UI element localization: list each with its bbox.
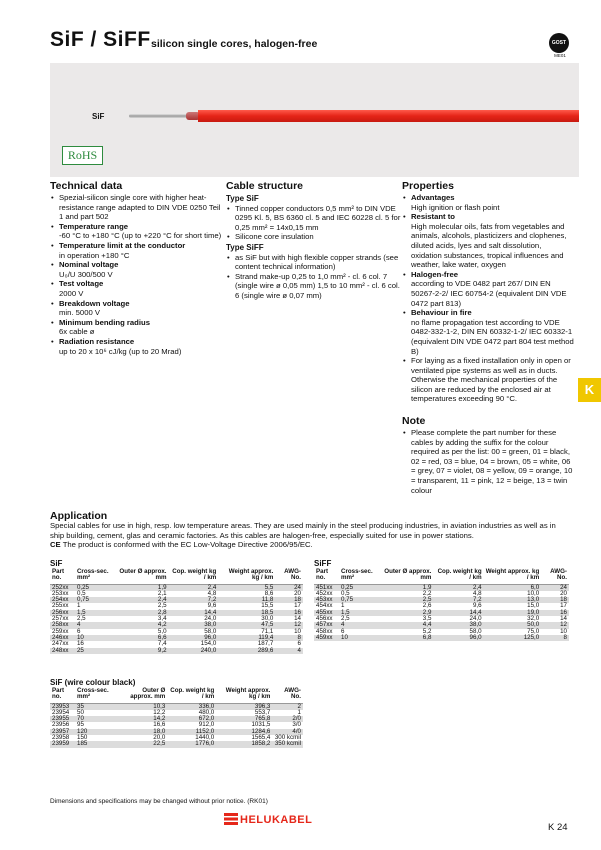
table-cell: 6,6 — [117, 635, 169, 641]
table-row — [50, 741, 303, 747]
table-cell: 0,5 — [341, 589, 350, 597]
table-cell: 453xx — [314, 597, 339, 603]
table-cell: 187,7 — [257, 640, 274, 648]
table-cell: 0,5 — [76, 589, 86, 597]
table-cell: 24,0 — [204, 615, 217, 623]
table-cell: 252xx — [50, 584, 75, 591]
table-cell: 30,0 — [261, 615, 274, 623]
table-cell: 5,5 — [218, 584, 275, 591]
list-item — [50, 193, 225, 222]
table-cell: 2,5 — [76, 615, 86, 623]
table-cell: 7,2 — [433, 597, 483, 603]
column-header: Outer Ø approx. mm — [117, 568, 169, 584]
table-cell: 20,0 — [153, 734, 166, 742]
ce-text: The product is conformed with the EC Low-Voltage Directive 2006/95/EC. — [62, 540, 313, 550]
table-cell: 150 — [77, 734, 88, 742]
column-header: AWG-No. — [275, 568, 303, 584]
table-cell: 12 — [275, 622, 303, 628]
table-cell: 248xx — [50, 648, 75, 654]
table-cell: 23954 — [52, 708, 70, 716]
table-cell: 7,2 — [169, 597, 219, 603]
column-header: AWG-No. — [272, 687, 303, 703]
table-cell: 13,0 — [484, 597, 542, 603]
table-cell: 0,75 — [339, 597, 381, 603]
list-item-label: Resistant to — [411, 212, 455, 222]
table-cell: 22,5 — [116, 741, 167, 747]
table-cell: 1,9 — [381, 584, 433, 591]
list-item-label: Breakdown voltage — [59, 298, 130, 308]
list-item-label: Nominal voltage — [59, 260, 119, 270]
list-item — [50, 337, 225, 356]
certification-label: ME01 — [554, 53, 566, 58]
table-cell: 2,6 — [422, 602, 432, 610]
brand-name: HELUKABEL — [240, 814, 313, 826]
table-header-row — [314, 568, 569, 584]
table-cell: 2,8 — [117, 610, 169, 616]
table-cell: 256xx — [50, 610, 75, 616]
table-cell: 0,25 — [339, 584, 381, 591]
column-header: Cross-sec. mm² — [339, 568, 381, 584]
table-cell: 6 — [297, 640, 301, 648]
table-cell: 2,5 — [157, 602, 167, 610]
table-cell: 14,4 — [169, 610, 219, 616]
table-cell: 24 — [541, 584, 569, 591]
table-header-row — [50, 687, 303, 703]
page-title: SiF / SiFF — [50, 28, 151, 51]
table-cell: 350 kcmil — [272, 741, 303, 747]
sif-table — [50, 568, 303, 654]
table-cell: 2,4 — [169, 584, 219, 591]
table-cell: 765,8 — [216, 716, 272, 722]
table-cell: 15,5 — [261, 602, 274, 610]
application-heading: Application — [50, 510, 108, 522]
list-item-text: 2000 V — [59, 288, 84, 298]
list-item: • as SiF but with high flexible copper strands (see content technical information) — [226, 253, 401, 272]
column-header: Outer Ø approx. mm — [381, 568, 433, 584]
table-cell: 6,0 — [484, 584, 542, 591]
table-cell: 25 — [75, 648, 117, 654]
table-cell: 452xx — [316, 589, 333, 597]
list-item: • Strand make-up 0,25 to 1,0 mm² - cl. 6 col. 7 (single wire ø 0,05 mm) 1,5 to 10 mm² - cl. 6 col. 6 (single wire ø 0,07 mm) — [226, 272, 401, 301]
list-item — [50, 260, 225, 279]
list-item — [50, 279, 225, 298]
table-cell: 2,5 — [341, 615, 350, 623]
table-cell: 10 — [75, 635, 117, 641]
cable-structure-heading: Cable structure — [226, 180, 304, 192]
column-header: Cop. weight kg / km — [433, 568, 483, 584]
list-item-text: 6x cable ø — [59, 327, 95, 337]
table-cell: 8 — [275, 635, 303, 641]
list-item — [402, 308, 574, 356]
section-k-tab[interactable]: K — [578, 378, 601, 402]
table-cell: 912,0 — [198, 721, 215, 729]
table-cell: 8 — [541, 635, 569, 641]
table-cell: 17 — [294, 602, 301, 610]
table-cell: 457xx — [314, 622, 339, 628]
rohs-badge: RoHS — [62, 146, 103, 165]
table-cell: 672,0 — [167, 716, 216, 722]
list-item-label: Radiation resistance — [59, 336, 135, 346]
table-cell: 3/0 — [292, 721, 301, 729]
table-cell: 24 — [275, 584, 303, 591]
note-text: • Please complete the part number for these cables by adding the suffix for the colour required as per the list: 00 = green, 01 = black, 02 = red, 03 = blue, 04 = brown, 05 = white, 06 = grey, 07 = violet, 08 = yellow, 09 = orange, 10 = transparent, 11 = pink, 12 = beige, 13 = twin colour — [402, 428, 574, 495]
table-cell: 459xx — [314, 635, 339, 641]
list-item — [50, 299, 225, 318]
table-cell: 19,0 — [484, 610, 542, 616]
table-cell: 47,5 — [218, 622, 275, 628]
table-cell: 23956 — [52, 721, 70, 729]
table-cell: 1 — [341, 602, 345, 610]
type-sif-heading: Type SiF — [226, 194, 259, 203]
sif-table-title: SiF — [50, 559, 63, 568]
table-cell: 246xx — [50, 635, 75, 641]
table-cell: 10,0 — [527, 589, 540, 597]
ce-mark: CE — [50, 540, 61, 550]
table-cell: 96,0 — [169, 635, 219, 641]
wire-colour-table — [50, 687, 303, 748]
table-cell: 9,6 — [207, 602, 217, 610]
list-item-text: no flame propagation test according to VDE 0482-332-1-2, DIN EN 60332-1-2/ IEC 60332-1 (equivalent DIN VDE 0472 part 804 test method B) — [411, 317, 574, 356]
table-cell: 2,2 — [422, 589, 432, 597]
table-cell: 9,6 — [472, 602, 482, 610]
list-item — [402, 193, 574, 212]
table-cell: 259xx — [52, 627, 69, 635]
table-cell: 1,9 — [117, 584, 169, 591]
table-cell: 1,5 — [339, 610, 381, 616]
column-header: Weight approx. kg / km — [484, 568, 542, 584]
list-item-text: For laying as a fixed installation only in open or ventilated pipe systems as well as in ducts. Otherwise the mechanical properties of the silicon are reduced by the enclosed air at temperatures exceeding 90 °C. — [411, 356, 571, 404]
table-cell: 5,2 — [422, 627, 432, 635]
table-cell: 396,3 — [216, 703, 272, 710]
table-cell: 6 — [341, 627, 345, 635]
table-cell: 18 — [541, 597, 569, 603]
list-item-label: Test voltage — [59, 279, 104, 289]
table-cell: 14 — [294, 615, 301, 623]
column-header: Weight approx. kg / km — [216, 687, 272, 703]
table-cell: 2,4 — [117, 597, 169, 603]
table-cell: 2,4 — [433, 584, 483, 591]
table-cell: 4,4 — [381, 622, 433, 628]
table-cell: 6 — [76, 627, 81, 635]
table-cell: 23958 — [52, 734, 70, 742]
table-cell: 255xx — [52, 602, 69, 610]
application-text — [50, 521, 570, 550]
table-cell: 16,6 — [153, 721, 166, 729]
table-cell: 9,2 — [117, 648, 169, 654]
properties-list — [402, 193, 574, 404]
list-item-text: in operation +180 °C — [59, 250, 130, 260]
list-item: • Silicone core insulation — [226, 232, 401, 242]
table-cell: 458xx — [316, 627, 333, 635]
table-cell: 38,0 — [433, 622, 483, 628]
table-cell: 23959 — [50, 741, 75, 747]
list-item-label: Temperature range — [59, 221, 129, 231]
list-item-text: Spezial-silicon single core with higher heat-resistance range adapted to DIN VDE 0250 Teil 1 and part 502 — [59, 193, 221, 222]
table-cell: 253xx — [52, 589, 69, 597]
table-cell: 16 — [275, 610, 303, 616]
list-item — [50, 222, 225, 241]
properties-heading: Properties — [402, 180, 454, 192]
list-item-label: Temperature limit at the conductor — [59, 240, 186, 250]
table-cell: 24,0 — [469, 615, 482, 623]
table-cell: 257xx — [52, 615, 69, 623]
table-cell: 120 — [75, 729, 116, 735]
table-cell: 70 — [75, 716, 116, 722]
table-cell: 4 — [339, 622, 381, 628]
table-cell: 50,0 — [484, 622, 542, 628]
list-item — [402, 212, 574, 270]
type-siff-heading: Type SiFF — [226, 242, 264, 252]
table-header-row — [50, 568, 303, 584]
table-cell: 14 — [560, 615, 567, 623]
list-item — [50, 318, 225, 337]
table-cell: 1565,4 — [251, 734, 271, 742]
column-header: Part no. — [50, 568, 75, 584]
table-cell: 1031,5 — [251, 721, 271, 729]
wire-table-title: SiF (wire colour black) — [50, 678, 136, 687]
copper-conductor — [129, 114, 191, 118]
table-row — [314, 635, 569, 641]
column-header: Cross-sec. mm² — [75, 568, 117, 584]
table-cell: 289,6 — [218, 648, 275, 654]
table-cell: 5,0 — [157, 627, 167, 635]
table-cell: 125,0 — [484, 635, 542, 641]
table-cell: 1858,2 — [216, 741, 272, 747]
siff-table-title: SiFF — [314, 559, 332, 568]
table-cell: 6,8 — [381, 635, 433, 641]
table-cell: 10 — [339, 635, 381, 641]
table-cell: 10 — [560, 627, 567, 635]
page-number: K 24 — [548, 822, 568, 833]
list-item: • Tinned copper conductors 0,5 mm² to DIN VDE 0295 Kl. 5, BS 6360 cl. 5 and IEC 60228 cl. 5 for 0,25 mm² = 14x0,15 mm — [226, 204, 401, 233]
table-cell: 2 — [272, 703, 303, 710]
table-cell: 16 — [541, 610, 569, 616]
technical-data-heading: Technical data — [50, 180, 123, 192]
certification-logo: GOST — [549, 33, 569, 53]
note-heading: Note — [402, 415, 426, 427]
table-cell: 2,1 — [157, 589, 167, 597]
table-cell: 4,8 — [472, 589, 482, 597]
application-description: Special cables for use in high, resp. low temperature areas. They are used mainly in the steel producing industries, in aviation industries as well as in ship building, cement, glas and ceramic factories. As this cables are halogen-free, especially suited for use in power stations. — [50, 521, 556, 540]
table-cell: 23957 — [50, 729, 75, 735]
table-cell: 95 — [77, 721, 84, 729]
list-item — [50, 241, 225, 260]
column-header: Outer Ø approx. mm — [116, 687, 167, 703]
table-cell: 254xx — [50, 597, 75, 603]
table-cell: 20 — [560, 589, 567, 597]
column-header: Cop. weight kg / km — [169, 568, 219, 584]
table-cell: 4 — [275, 648, 303, 654]
cable-image-label: SiF — [92, 112, 105, 121]
column-header: Cross-sec. mm² — [75, 687, 116, 703]
table-cell: 1152,0 — [167, 729, 216, 735]
table-cell: 3,5 — [422, 615, 432, 623]
table-cell: 4/0 — [272, 729, 303, 735]
list-item — [402, 270, 574, 308]
table-cell: 16 — [76, 640, 84, 648]
table-cell: 35 — [75, 703, 116, 710]
list-item-label: Halogen-free — [411, 269, 458, 279]
table-cell: 119,4 — [218, 635, 275, 641]
column-header: AWG-No. — [541, 568, 569, 584]
table-cell: 23953 — [50, 703, 75, 710]
table-cell: 247xx — [52, 640, 69, 648]
page-subtitle: silicon single cores, halogen-free — [151, 38, 318, 50]
technical-data-list — [50, 193, 225, 356]
column-header: Cop. weight kg / km — [167, 687, 216, 703]
table-cell: 11,8 — [218, 597, 275, 603]
table-cell: 58,0 — [204, 627, 217, 635]
column-header: Weight approx. kg / km — [218, 568, 275, 584]
table-cell: 50 — [77, 708, 84, 716]
list-item-text: up to 20 x 10⁶ cJ/kg (up to 20 Mrad) — [59, 346, 182, 356]
table-cell: 456xx — [316, 615, 333, 623]
column-header: Part no. — [314, 568, 339, 584]
cable-structure-list — [226, 193, 401, 301]
list-item — [402, 356, 574, 404]
table-cell: 336,0 — [167, 703, 216, 710]
list-item-text: High molecular oils, fats from vegetables and animals, alcohols, plasticizers and clophenes, diluted acids, lyes and salt dissolution, oxidation substances, tropical influences and weather, lake water, oxygen — [411, 221, 567, 270]
table-cell: 0,25 — [75, 584, 117, 591]
list-item-label: Behaviour in fire — [411, 308, 472, 318]
list-item-label: Advantages — [411, 193, 455, 202]
column-header: Part no. — [50, 687, 75, 703]
table-cell: 14,2 — [116, 716, 167, 722]
table-cell: 7,4 — [157, 640, 167, 648]
table-cell: 71,1 — [261, 627, 274, 635]
table-cell: 1284,6 — [216, 729, 272, 735]
table-cell: 20 — [294, 589, 301, 597]
table-cell: 2,9 — [381, 610, 433, 616]
table-cell: 18,0 — [116, 729, 167, 735]
table-cell: 154,0 — [200, 640, 217, 648]
table-cell: 2/0 — [272, 716, 303, 722]
table-cell: 454xx — [316, 602, 333, 610]
table-cell: 23955 — [50, 716, 75, 722]
siff-table — [314, 568, 569, 641]
table-cell: 1 — [76, 602, 81, 610]
table-cell: 480,0 — [198, 708, 215, 716]
footnote: Dimensions and specifications may be changed without prior notice. (RK01) — [50, 798, 268, 805]
table-cell: 18 — [275, 597, 303, 603]
table-cell: 3,4 — [157, 615, 167, 623]
list-item-text: High ignition or flash point — [411, 202, 500, 212]
table-cell: 96,0 — [433, 635, 483, 641]
table-cell: 300 kcmil — [274, 734, 301, 742]
list-item-text: min. 5000 V — [59, 308, 101, 318]
table-cell: 2,5 — [381, 597, 433, 603]
table-row — [50, 648, 303, 654]
table-cell: 0,75 — [75, 597, 117, 603]
table-cell: 32,0 — [527, 615, 540, 623]
table-cell: 8,6 — [264, 589, 274, 597]
table-cell: 1776,0 — [167, 741, 216, 747]
table-cell: 553,7 — [254, 708, 271, 716]
table-cell: 12 — [541, 622, 569, 628]
table-cell: 240,0 — [169, 648, 219, 654]
table-cell: 451xx — [314, 584, 339, 591]
list-item-text: U₀/U 300/500 V — [59, 269, 113, 279]
table-cell: 10 — [294, 627, 301, 635]
list-item-text: -60 °C to +180 °C (up to +220 °C for short time) — [59, 231, 222, 241]
table-cell: 1,5 — [75, 610, 117, 616]
table-cell: 455xx — [314, 610, 339, 616]
table-cell: 4,2 — [117, 622, 169, 628]
table-cell: 15,0 — [527, 602, 540, 610]
table-cell: 10,3 — [116, 703, 167, 710]
table-cell: 4 — [75, 622, 117, 628]
table-cell: 1 — [297, 708, 301, 716]
red-insulation — [198, 110, 579, 122]
list-item-text: according to VDE 0482 part 267/ DIN EN 50267-2-2/ IEC 60754-2 (equivalent DIN VDE 0472 part 813) — [411, 279, 567, 308]
table-cell: 4,8 — [207, 589, 217, 597]
table-cell: 38,0 — [169, 622, 219, 628]
table-cell: 18,5 — [218, 610, 275, 616]
table-cell: 14,4 — [433, 610, 483, 616]
table-cell: 1440,0 — [195, 734, 215, 742]
table-cell: 185 — [75, 741, 116, 747]
list-item-label: Minimum bending radius — [59, 317, 150, 327]
table-cell: 58,0 — [469, 627, 482, 635]
note-list — [402, 428, 574, 495]
table-cell: 12,2 — [153, 708, 166, 716]
helukabel-logo-icon — [224, 812, 238, 826]
table-cell: 258xx — [50, 622, 75, 628]
table-cell: 17 — [560, 602, 567, 610]
table-cell: 75,0 — [527, 627, 540, 635]
